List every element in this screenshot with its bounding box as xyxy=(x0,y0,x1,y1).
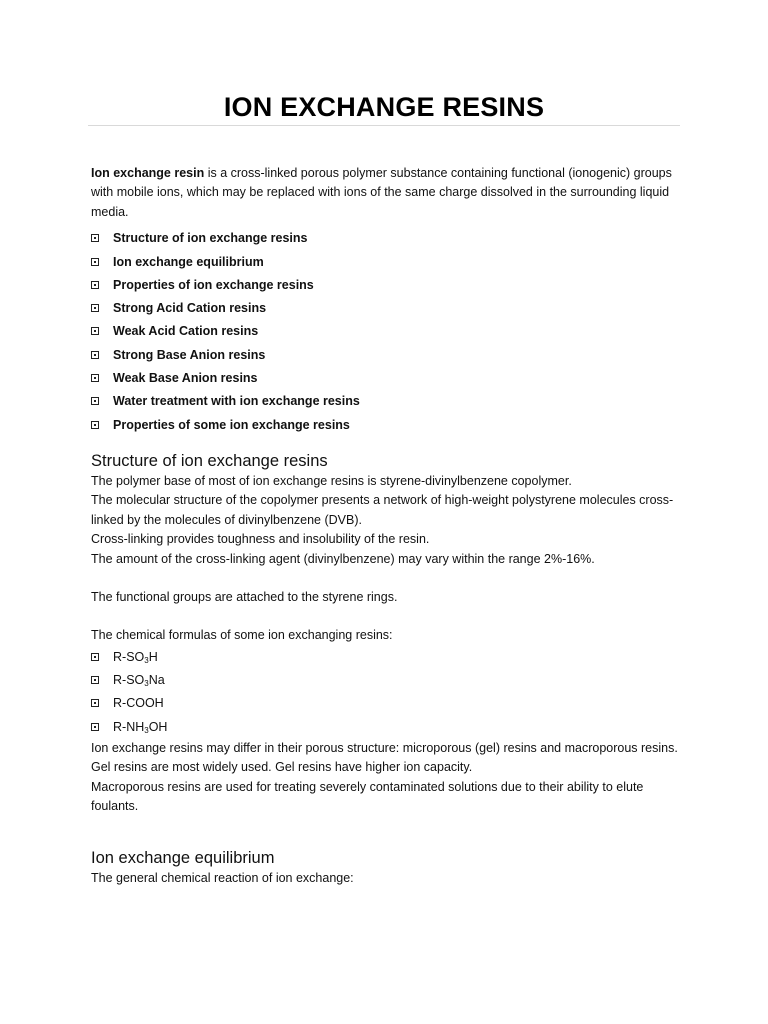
bullet-box-icon xyxy=(91,351,99,359)
bullet-box-icon xyxy=(91,676,99,684)
macroporous-text: Macroporous resins are used for treating severely contaminated solutions due to their ability to elute foulants. xyxy=(91,779,644,814)
document-body xyxy=(91,164,691,888)
table-of-contents xyxy=(91,227,691,437)
intro-paragraph xyxy=(91,164,691,222)
equilibrium-line: The general chemical reaction of ion exchange: xyxy=(91,870,354,885)
bullet-box-icon xyxy=(91,234,99,242)
formula-item: $R-SO_3H$ xyxy=(91,646,691,669)
spacer xyxy=(91,569,691,588)
formula-item: $R-SO_3Na$ xyxy=(91,669,691,692)
formula-list xyxy=(91,646,691,739)
intro-term: Ion exchange resin xyxy=(91,166,205,180)
structure-line: The amount of the cross-linking agent (divinylbenzene) may vary within the range 2%-16%. xyxy=(91,551,595,566)
structure-line: The polymer base of most of ion exchange resins is styrene-divinylbenzene copolymer. xyxy=(91,473,572,488)
toc-item-strong-acid-cation[interactable]: Strong Acid Cation resins xyxy=(91,297,691,320)
toc-item-properties[interactable]: Properties of ion exchange resins xyxy=(91,274,691,297)
bullet-box-icon xyxy=(91,421,99,429)
groups-attached-text: The functional groups are attached to the styrene rings. xyxy=(91,589,398,604)
bullet-box-icon xyxy=(91,653,99,661)
bullet-box-icon xyxy=(91,304,99,312)
toc-item-weak-acid-cation[interactable]: Weak Acid Cation resins xyxy=(91,320,691,343)
toc-item-water-treatment[interactable]: Water treatment with ion exchange resins xyxy=(91,390,691,413)
toc-item-structure[interactable]: Structure of ion exchange resins xyxy=(91,227,691,250)
toc-item-properties-some[interactable]: Properties of some ion exchange resins xyxy=(91,414,691,437)
bullet-box-icon xyxy=(91,374,99,382)
porous-structure-text: Ion exchange resins may differ in their porous structure: microporous (gel) resins and macroporous resins. xyxy=(91,740,678,755)
formulas-intro: The chemical formulas of some ion exchanging resins: xyxy=(91,628,393,643)
structure-line: The molecular structure of the copolymer presents a network of high-weight polystyrene molecules cross-linked by the molecules of divinylbenzene (DVB). xyxy=(91,493,674,527)
toc-item-strong-base-anion[interactable]: Strong Base Anion resins xyxy=(91,344,691,367)
bullet-box-icon xyxy=(91,327,99,335)
bullet-box-icon xyxy=(91,699,99,707)
bullet-box-icon xyxy=(91,258,99,266)
gel-resins-text: Gel resins are most widely used. Gel resins have higher ion capacity. xyxy=(91,760,473,775)
structure-line: Cross-linking provides toughness and insolubility of the resin. xyxy=(91,532,430,547)
spacer xyxy=(91,607,691,626)
page-title: ION EXCHANGE RESINS xyxy=(223,92,545,122)
formula-item: $R-NH_3OH$ xyxy=(91,716,691,739)
section-heading-equilibrium: Ion exchange equilibrium xyxy=(91,848,275,867)
bullet-box-icon xyxy=(91,397,99,405)
formula-item: R-COOH xyxy=(91,692,691,715)
bullet-box-icon xyxy=(91,723,99,731)
bullet-box-icon xyxy=(91,281,99,289)
toc-item-weak-base-anion[interactable]: Weak Base Anion resins xyxy=(91,367,691,390)
toc-item-equilibrium[interactable]: Ion exchange equilibrium xyxy=(91,251,691,274)
intro-text: is a cross-linked porous polymer substance containing functional (ionogenic) groups with mobile ions, which may be replaced with ions of the same charge dissolved in the surrounding liquid media. xyxy=(91,166,672,219)
section-heading-structure: Structure of ion exchange resins xyxy=(91,451,328,470)
title-divider xyxy=(88,125,680,126)
